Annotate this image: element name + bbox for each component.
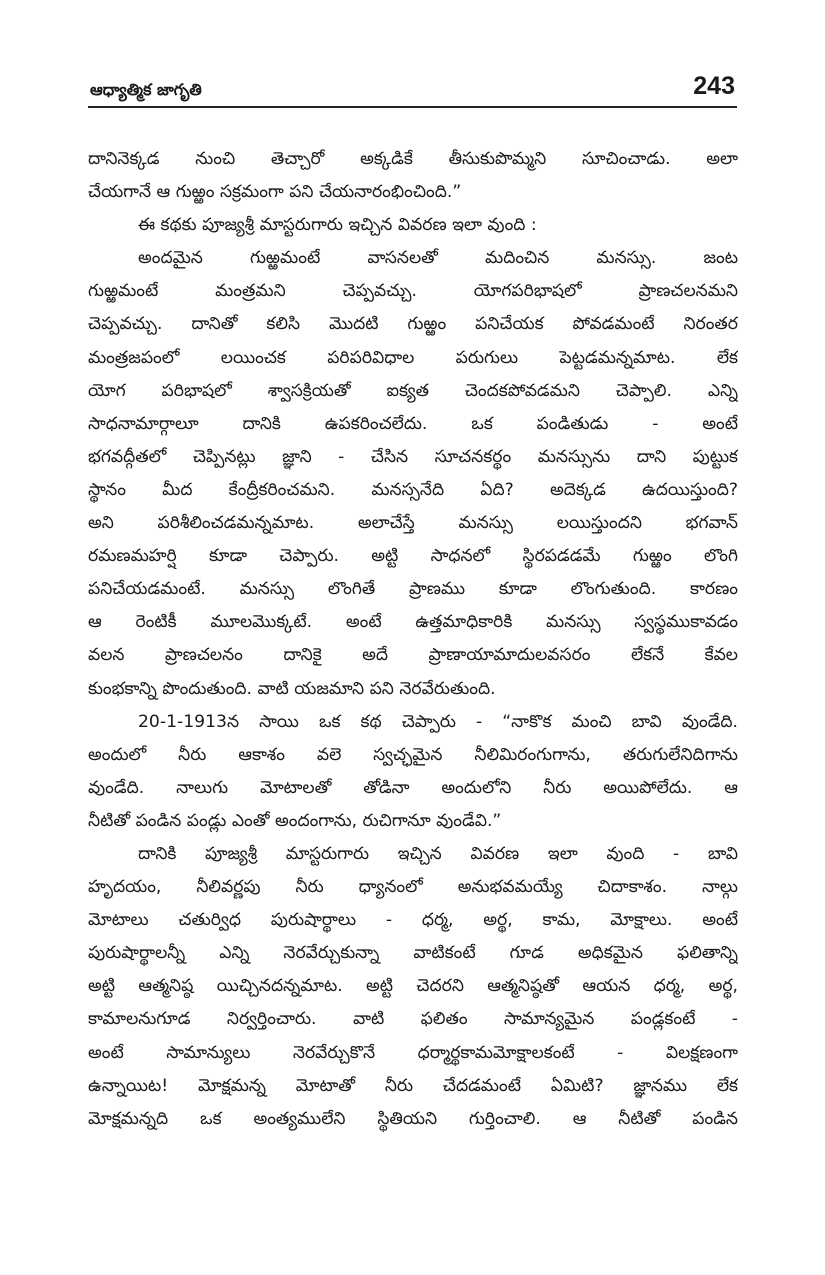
running-header-title: ఆధ్యాత్మిక జాగృతి xyxy=(90,80,202,99)
text-line: అట్టి ఆత్మనిష్ఠ యిచ్చినదన్నమాట. అట్టి చెదరని ఆత్మనిష్ఠతో ఆయన ధర్మ, అర్థ, xyxy=(88,976,738,997)
text-line: చేయగానే ఆ గుఱ్ఱం సక్రమంగా పని చేయనారంభించింది.” xyxy=(88,182,462,203)
text-line: అందులో నీరు ఆకాశం వలె స్వచ్ఛమైన నీలిమిరంగుగాను, తరుగులేనిదిగాను xyxy=(88,744,738,765)
text-line: ఆ రెంటికీ మూలమొక్కటే. అంటే ఉత్తమాధికారికి మనస్సు స్వస్థముకావడం xyxy=(88,612,738,633)
text-line: సాధనామార్గాలూ దానికి ఉపకరించలేదు. ఒక పండితుడు - అంటే xyxy=(88,413,738,434)
text-line: మోక్షమన్నది ఒక అంత్యములేని స్థితియని గుర్తించాలి. ఆ నీటితో పండిన xyxy=(88,1108,738,1129)
text-line: దానికి పూజ్యశ్రీ మాస్టరుగారు ఇచ్చిన వివరణ ఇలా వుంది - బావి xyxy=(138,843,738,864)
text-line: ఈ కథకు పూజ్యశ్రీ మాస్టరుగారు ఇచ్చిన వివరణ ఇలా వుంది : xyxy=(138,215,537,236)
page-number: 243 xyxy=(693,72,735,100)
text-line: స్థానం మీద కేంద్రీకరించమని. మనస్సనేది ఏది? అదెక్కడ ఉదయిస్తుంది? xyxy=(88,479,738,500)
text-line: అంటే సామాన్యులు నెరవేర్చుకొనే ధర్మార్థకామమోక్షాలకంటే - విలక్షణంగా xyxy=(88,1042,738,1063)
text-line: హృదయం, నీలివర్ణపు నీరు ధ్యానంలో అనుభవమయ్యే చిదాకాశం. నాల్గు xyxy=(88,877,738,898)
text-line: కుంభకాన్ని పొందుతుంది. వాటి యజమాని పని నెరవేరుతుంది. xyxy=(88,678,496,699)
text-line: వలన ప్రాణచలనం దానికై అదే ప్రాణాయామాదులవసరం లేకనే కేవల xyxy=(88,645,738,666)
text-line: రమణమహర్షి కూడా చెప్పారు. అట్టి సాధనలో స్థిరపడడమే గుఱ్ఱం లొంగి xyxy=(88,546,738,567)
text-line: పురుషార్థాలన్నీ ఎన్ని నెరవేర్చుకున్నా వాటికంటే గూడ అధికమైన ఫలితాన్ని xyxy=(88,943,738,964)
text-line: మోటాలు చతుర్విధ పురుషార్థాలు - ధర్మ, అర్థ, కామ, మోక్షాలు. అంటే xyxy=(88,910,738,931)
text-line: 20-1-1913న సాయి ఒక కథ చెప్పారు - “నాకొక మంచి బావి వుండేది. xyxy=(138,711,738,732)
text-line: అందమైన గుఱ్ఱమంటే వాసనలతో మదించిన మనస్సు. జంట xyxy=(138,248,738,269)
text-line: ఉన్నాయిట! మోక్షమన్న మోటాతో నీరు చేదడమంటే ఏమిటి? జ్ఞానము లేక xyxy=(88,1075,738,1096)
text-line: మంత్రజపంలో లయించక పరిపరివిధాల పరుగులు పెట్టడమన్నమాట. లేక xyxy=(88,347,738,368)
text-line: భగవద్గీతలో చెప్పినట్లు జ్ఞాని - చేసిన సూచనకర్థం మనస్సును దాని పుట్టుక xyxy=(88,446,738,467)
text-line: దానినెక్కడ నుంచి తెచ్చారో అక్కడికే తీసుకుపొమ్మని సూచించాడు. అలా xyxy=(88,149,738,169)
text-line: కామాలనుగూడ నిర్వర్తించారు. వాటి ఫలితం సామాన్యమైన పండ్లకంటే - xyxy=(88,1009,738,1030)
text-line: నీటితో పండిన పండ్లు ఎంతో అందంగాను, రుచిగానూ వుండేవి.” xyxy=(88,810,502,831)
text-line: వుండేది. నాలుగు మోటాలతో తోడినా అందులోని నీరు అయిపోలేదు. ఆ xyxy=(88,777,738,798)
text-line: చెప్పవచ్చు. దానితో కలిసి మొదటి గుఱ్ఱం పనిచేయక పోవడమంటే నిరంతర xyxy=(88,314,738,335)
body-text xyxy=(88,143,738,1136)
text-line: అని పరిశీలించడమన్నమాట. అలాచేస్తే మనస్సు లయిస్తుందని భగవాన్ xyxy=(88,513,738,534)
text-line: గుఱ్ఱమంటే మంత్రమని చెప్పవచ్చు. యోగపరిభాషలో ప్రాణచలనమని xyxy=(88,281,738,302)
text-line: పనిచేయడమంటే. మనస్సు లొంగితే ప్రాణము కూడా లొంగుతుంది. కారణం xyxy=(88,579,738,600)
text-line: యోగ పరిభాషలో శ్వాసక్రియతో ఐక్యత చెందకపోవడమని చెప్పాలి. ఎన్ని xyxy=(88,380,738,401)
page-header xyxy=(88,72,737,108)
